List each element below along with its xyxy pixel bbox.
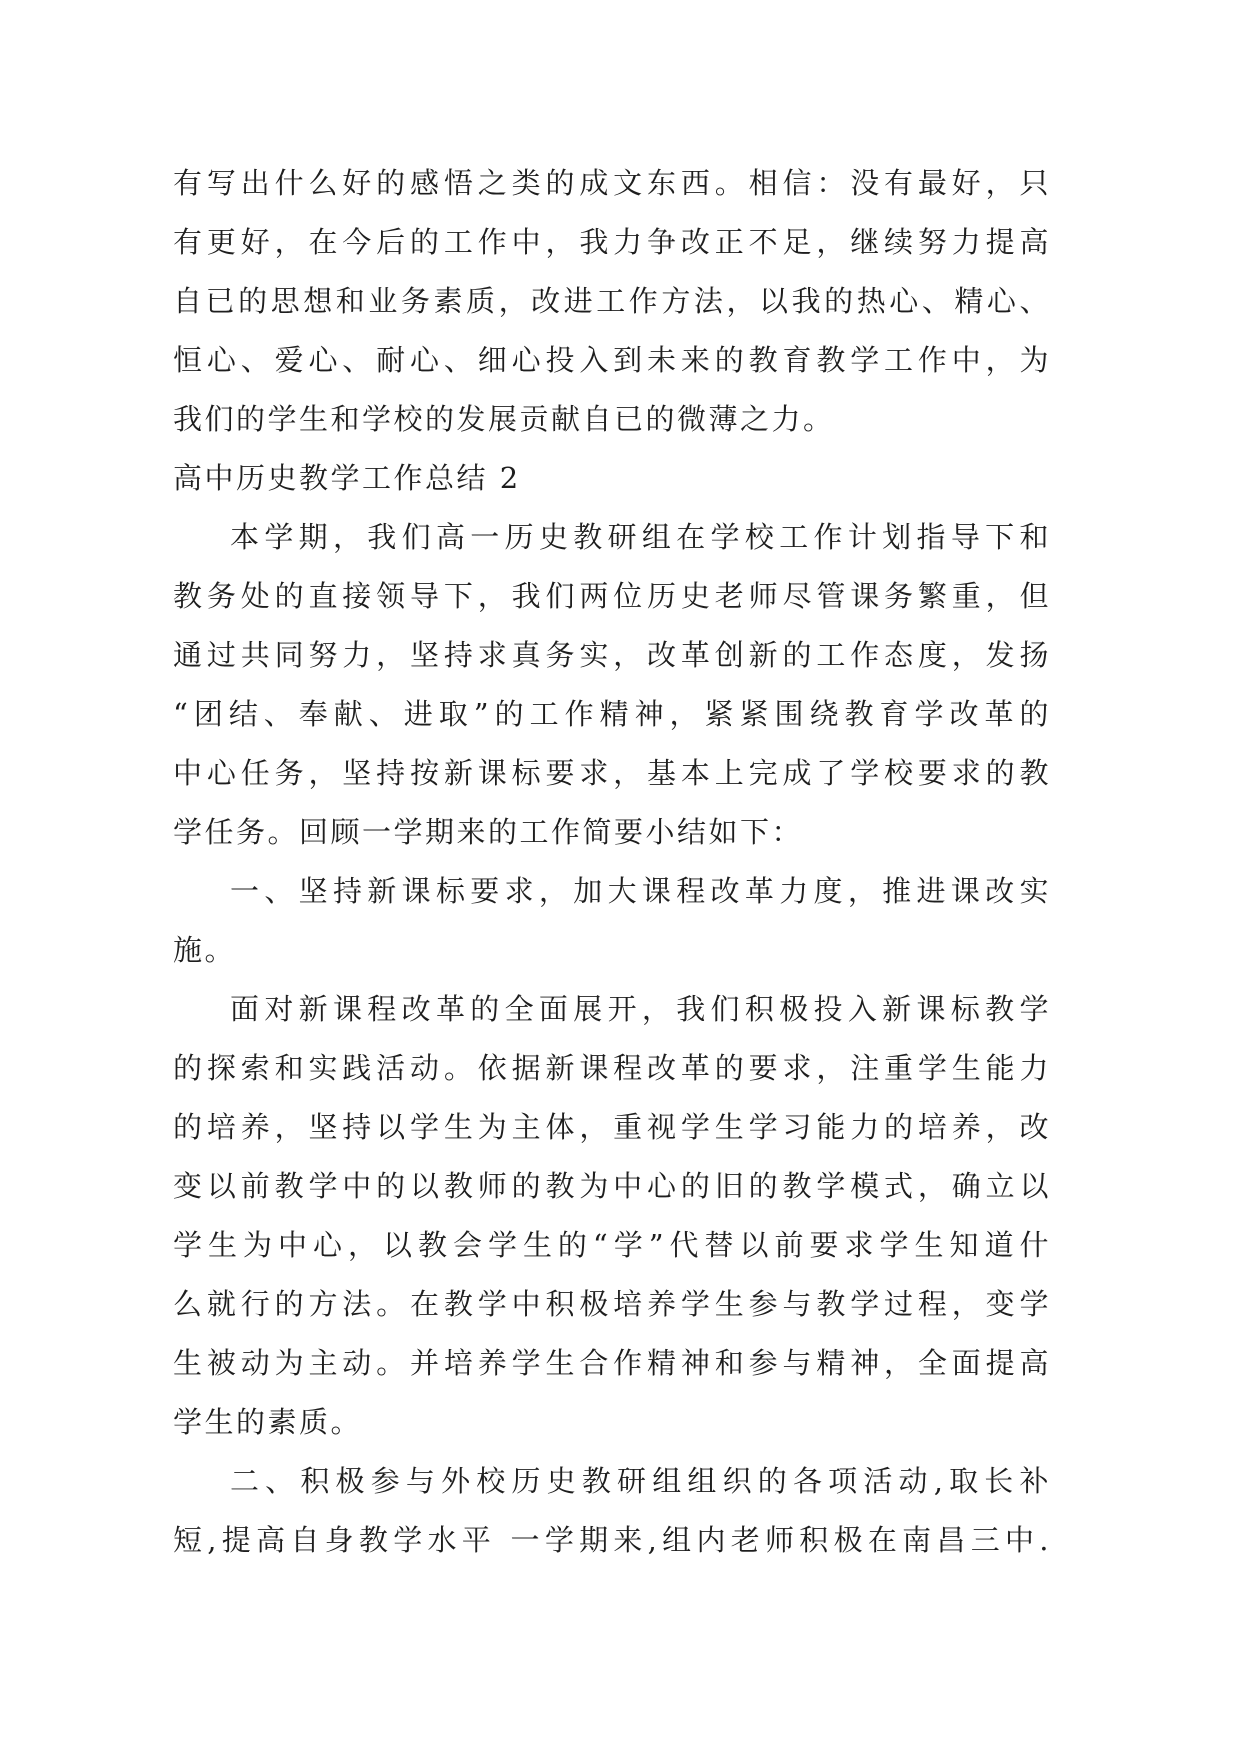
text-line: 恒心、爱心、耐心、细心投入到未来的教育教学工作中，为 xyxy=(173,343,1051,377)
text-line: 学生为中心，以教会学生的“学”代替以前要求学生知道什 xyxy=(173,1228,1051,1262)
text-line: 学任务。回顾一学期来的工作简要小结如下： xyxy=(173,815,804,849)
text-line: 通过共同努力，坚持求真务实，改革创新的工作态度，发扬 xyxy=(173,638,1051,672)
text-line: 的培养，坚持以学生为主体，重视学生学习能力的培养，改 xyxy=(173,1110,1051,1144)
text-line: 二、积极参与外校历史教研组组织的各项活动,取长补 xyxy=(230,1464,1051,1498)
text-line: 自已的思想和业务素质，改进工作方法，以我的热心、精心、 xyxy=(173,284,1051,318)
text-line: 中心任务，坚持按新课标要求，基本上完成了学校要求的教 xyxy=(173,756,1051,790)
text-line: 么就行的方法。在教学中积极培养学生参与教学过程，变学 xyxy=(173,1287,1051,1321)
text-line: 变以前教学中的以教师的教为中心的旧的教学模式，确立以 xyxy=(173,1169,1051,1203)
section-heading: 高中历史教学工作总结 2 xyxy=(173,461,521,495)
text-line: 面对新课程改革的全面展开，我们积极投入新课标教学 xyxy=(230,992,1051,1026)
text-line: 短,提高自身教学水平 一学期来,组内老师积极在南昌三中. xyxy=(173,1523,1051,1557)
text-line: 教务处的直接领导下，我们两位历史老师尽管课务繁重，但 xyxy=(173,579,1051,613)
paragraph-point-one-body xyxy=(173,980,1051,1452)
text-line: 有更好，在今后的工作中，我力争改正不足，继续努力提高 xyxy=(173,225,1051,259)
text-line: 本学期，我们高一历史教研组在学校工作计划指导下和 xyxy=(230,520,1051,554)
paragraph-point-one-title xyxy=(173,862,1051,980)
text-line: 生被动为主动。并培养学生合作精神和参与精神，全面提高 xyxy=(173,1346,1051,1380)
text-line: 我们的学生和学校的发展贡献自已的微薄之力。 xyxy=(173,402,835,436)
paragraph-point-two xyxy=(173,1452,1051,1570)
text-line: 一、坚持新课标要求，加大课程改革力度，推进课改实 xyxy=(230,874,1051,908)
text-line: 的探索和实践活动。依据新课程改革的要求，注重学生能力 xyxy=(173,1051,1051,1085)
paragraph-intro xyxy=(173,508,1051,862)
text-line: 施。 xyxy=(173,933,237,967)
text-line: 学生的素质。 xyxy=(173,1405,363,1439)
document-body xyxy=(173,154,1051,1570)
text-line: “团结、奉献、进取”的工作精神，紧紧围绕教育学改革的 xyxy=(173,697,1051,731)
paragraph-closing xyxy=(173,154,1051,449)
text-line: 有写出什么好的感悟之类的成文东西。相信：没有最好，只 xyxy=(173,166,1051,200)
